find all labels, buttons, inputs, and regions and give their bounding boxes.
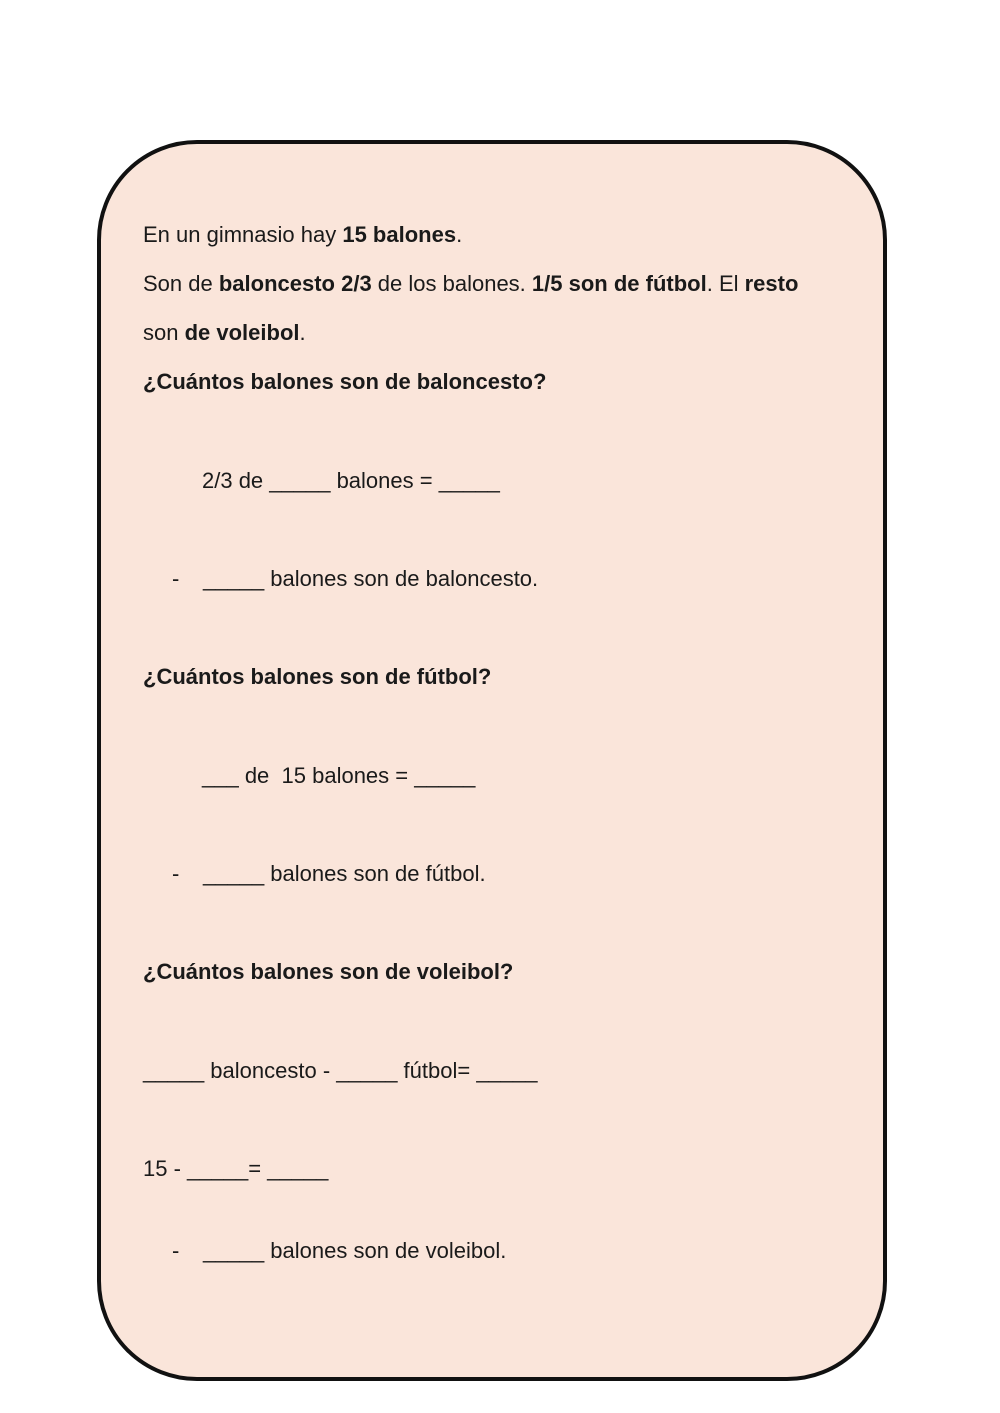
- answer-voleibol: _____ balones son de voleibol.: [203, 1238, 507, 1263]
- bullet-dash: -: [172, 861, 180, 886]
- question-voleibol: ¿Cuántos balones son de voleibol?: [143, 959, 514, 984]
- intro-line-1: En un gimnasio hay 15 balones.: [143, 222, 463, 247]
- bullet-dash: -: [172, 566, 180, 591]
- equation-voleibol-2: 15 - _____= _____: [143, 1156, 329, 1181]
- intro-line-2: Son de baloncesto 2/3 de los balones. 1/5 son de fútbol. El resto: [143, 271, 799, 296]
- equation-baloncesto: 2/3 de _____ balones = _____: [202, 468, 500, 493]
- intro-line-3: son de voleibol.: [143, 320, 306, 345]
- answer-baloncesto: _____ balones son de baloncesto.: [203, 566, 539, 591]
- answer-futbol: _____ balones son de fútbol.: [203, 861, 486, 886]
- bullet-dash: -: [172, 1238, 180, 1263]
- question-baloncesto: ¿Cuántos balones son de baloncesto?: [143, 369, 547, 394]
- equation-futbol: ___ de 15 balones = _____: [202, 763, 476, 788]
- question-futbol: ¿Cuántos balones son de fútbol?: [143, 664, 492, 689]
- equation-voleibol-1: _____ baloncesto - _____ fútbol= _____: [143, 1058, 538, 1083]
